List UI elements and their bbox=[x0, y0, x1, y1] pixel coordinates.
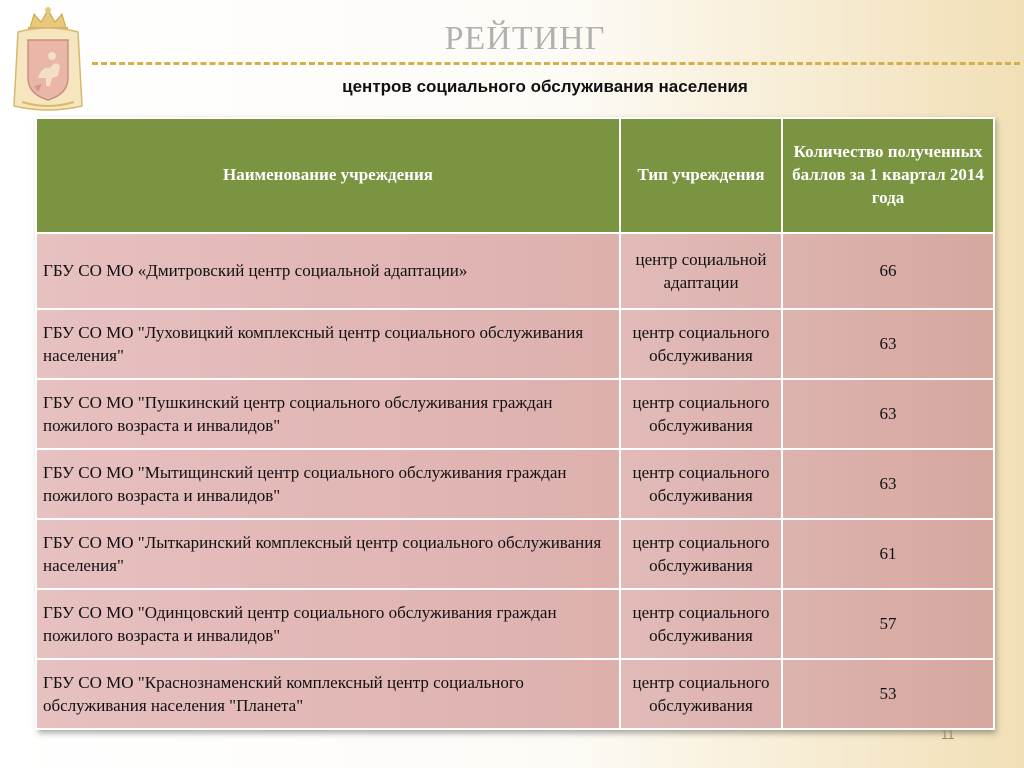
institution-score: 57 bbox=[782, 589, 994, 659]
institution-type: центр социального обслуживания bbox=[620, 449, 782, 519]
moscow-oblast-emblem-icon bbox=[8, 6, 88, 114]
institution-name: ГБУ СО МО "Лыткаринский комплексный центр социального обслуживания населения" bbox=[36, 519, 620, 589]
table-row bbox=[36, 659, 994, 729]
institution-name: ГБУ СО МО "Луховицкий комплексный центр социального обслуживания населения" bbox=[36, 309, 620, 379]
column-header-name: Наименование учреждения bbox=[36, 118, 620, 233]
table-row bbox=[36, 589, 994, 659]
institution-name: ГБУ СО МО "Краснознаменский комплексный центр социального обслуживания населения "Планета" bbox=[36, 659, 620, 729]
institution-type: центр социального обслуживания bbox=[620, 309, 782, 379]
column-header-score: Количество полученных баллов за 1 квартал 2014 года bbox=[782, 118, 994, 233]
table-row bbox=[36, 233, 994, 309]
column-header-type: Тип учреждения bbox=[620, 118, 782, 233]
page-number: 11 bbox=[941, 727, 955, 742]
table-row bbox=[36, 379, 994, 449]
rating-table bbox=[35, 117, 993, 730]
institution-name: ГБУ СО МО "Пушкинский центр социального обслуживания граждан пожилого возраста и инвалидов" bbox=[36, 379, 620, 449]
page-subtitle: центров социального обслуживания населения bbox=[342, 77, 748, 96]
institution-type: центр социального обслуживания bbox=[620, 379, 782, 449]
institution-score: 63 bbox=[782, 449, 994, 519]
institution-score: 53 bbox=[782, 659, 994, 729]
institution-name: ГБУ СО МО "Одинцовский центр социального обслуживания граждан пожилого возраста и инвалидов" bbox=[36, 589, 620, 659]
table-row bbox=[36, 449, 994, 519]
institution-score: 66 bbox=[782, 233, 994, 309]
table-header-row bbox=[36, 118, 994, 233]
institution-score: 63 bbox=[782, 309, 994, 379]
title-divider bbox=[92, 62, 1020, 65]
table-row bbox=[36, 309, 994, 379]
table-row bbox=[36, 519, 994, 589]
institution-type: центр социального обслуживания bbox=[620, 589, 782, 659]
institution-type: центр социального обслуживания bbox=[620, 659, 782, 729]
institution-score: 61 bbox=[782, 519, 994, 589]
institution-name: ГБУ СО МО «Дмитровский центр социальной адаптации» bbox=[36, 233, 620, 309]
institution-score: 63 bbox=[782, 379, 994, 449]
institution-type: центр социальной адаптации bbox=[620, 233, 782, 309]
institution-type: центр социального обслуживания bbox=[620, 519, 782, 589]
institution-name: ГБУ СО МО "Мытищинский центр социального обслуживания граждан пожилого возраста и инвалидов" bbox=[36, 449, 620, 519]
page-title: РЕЙТИНГ bbox=[444, 20, 606, 57]
